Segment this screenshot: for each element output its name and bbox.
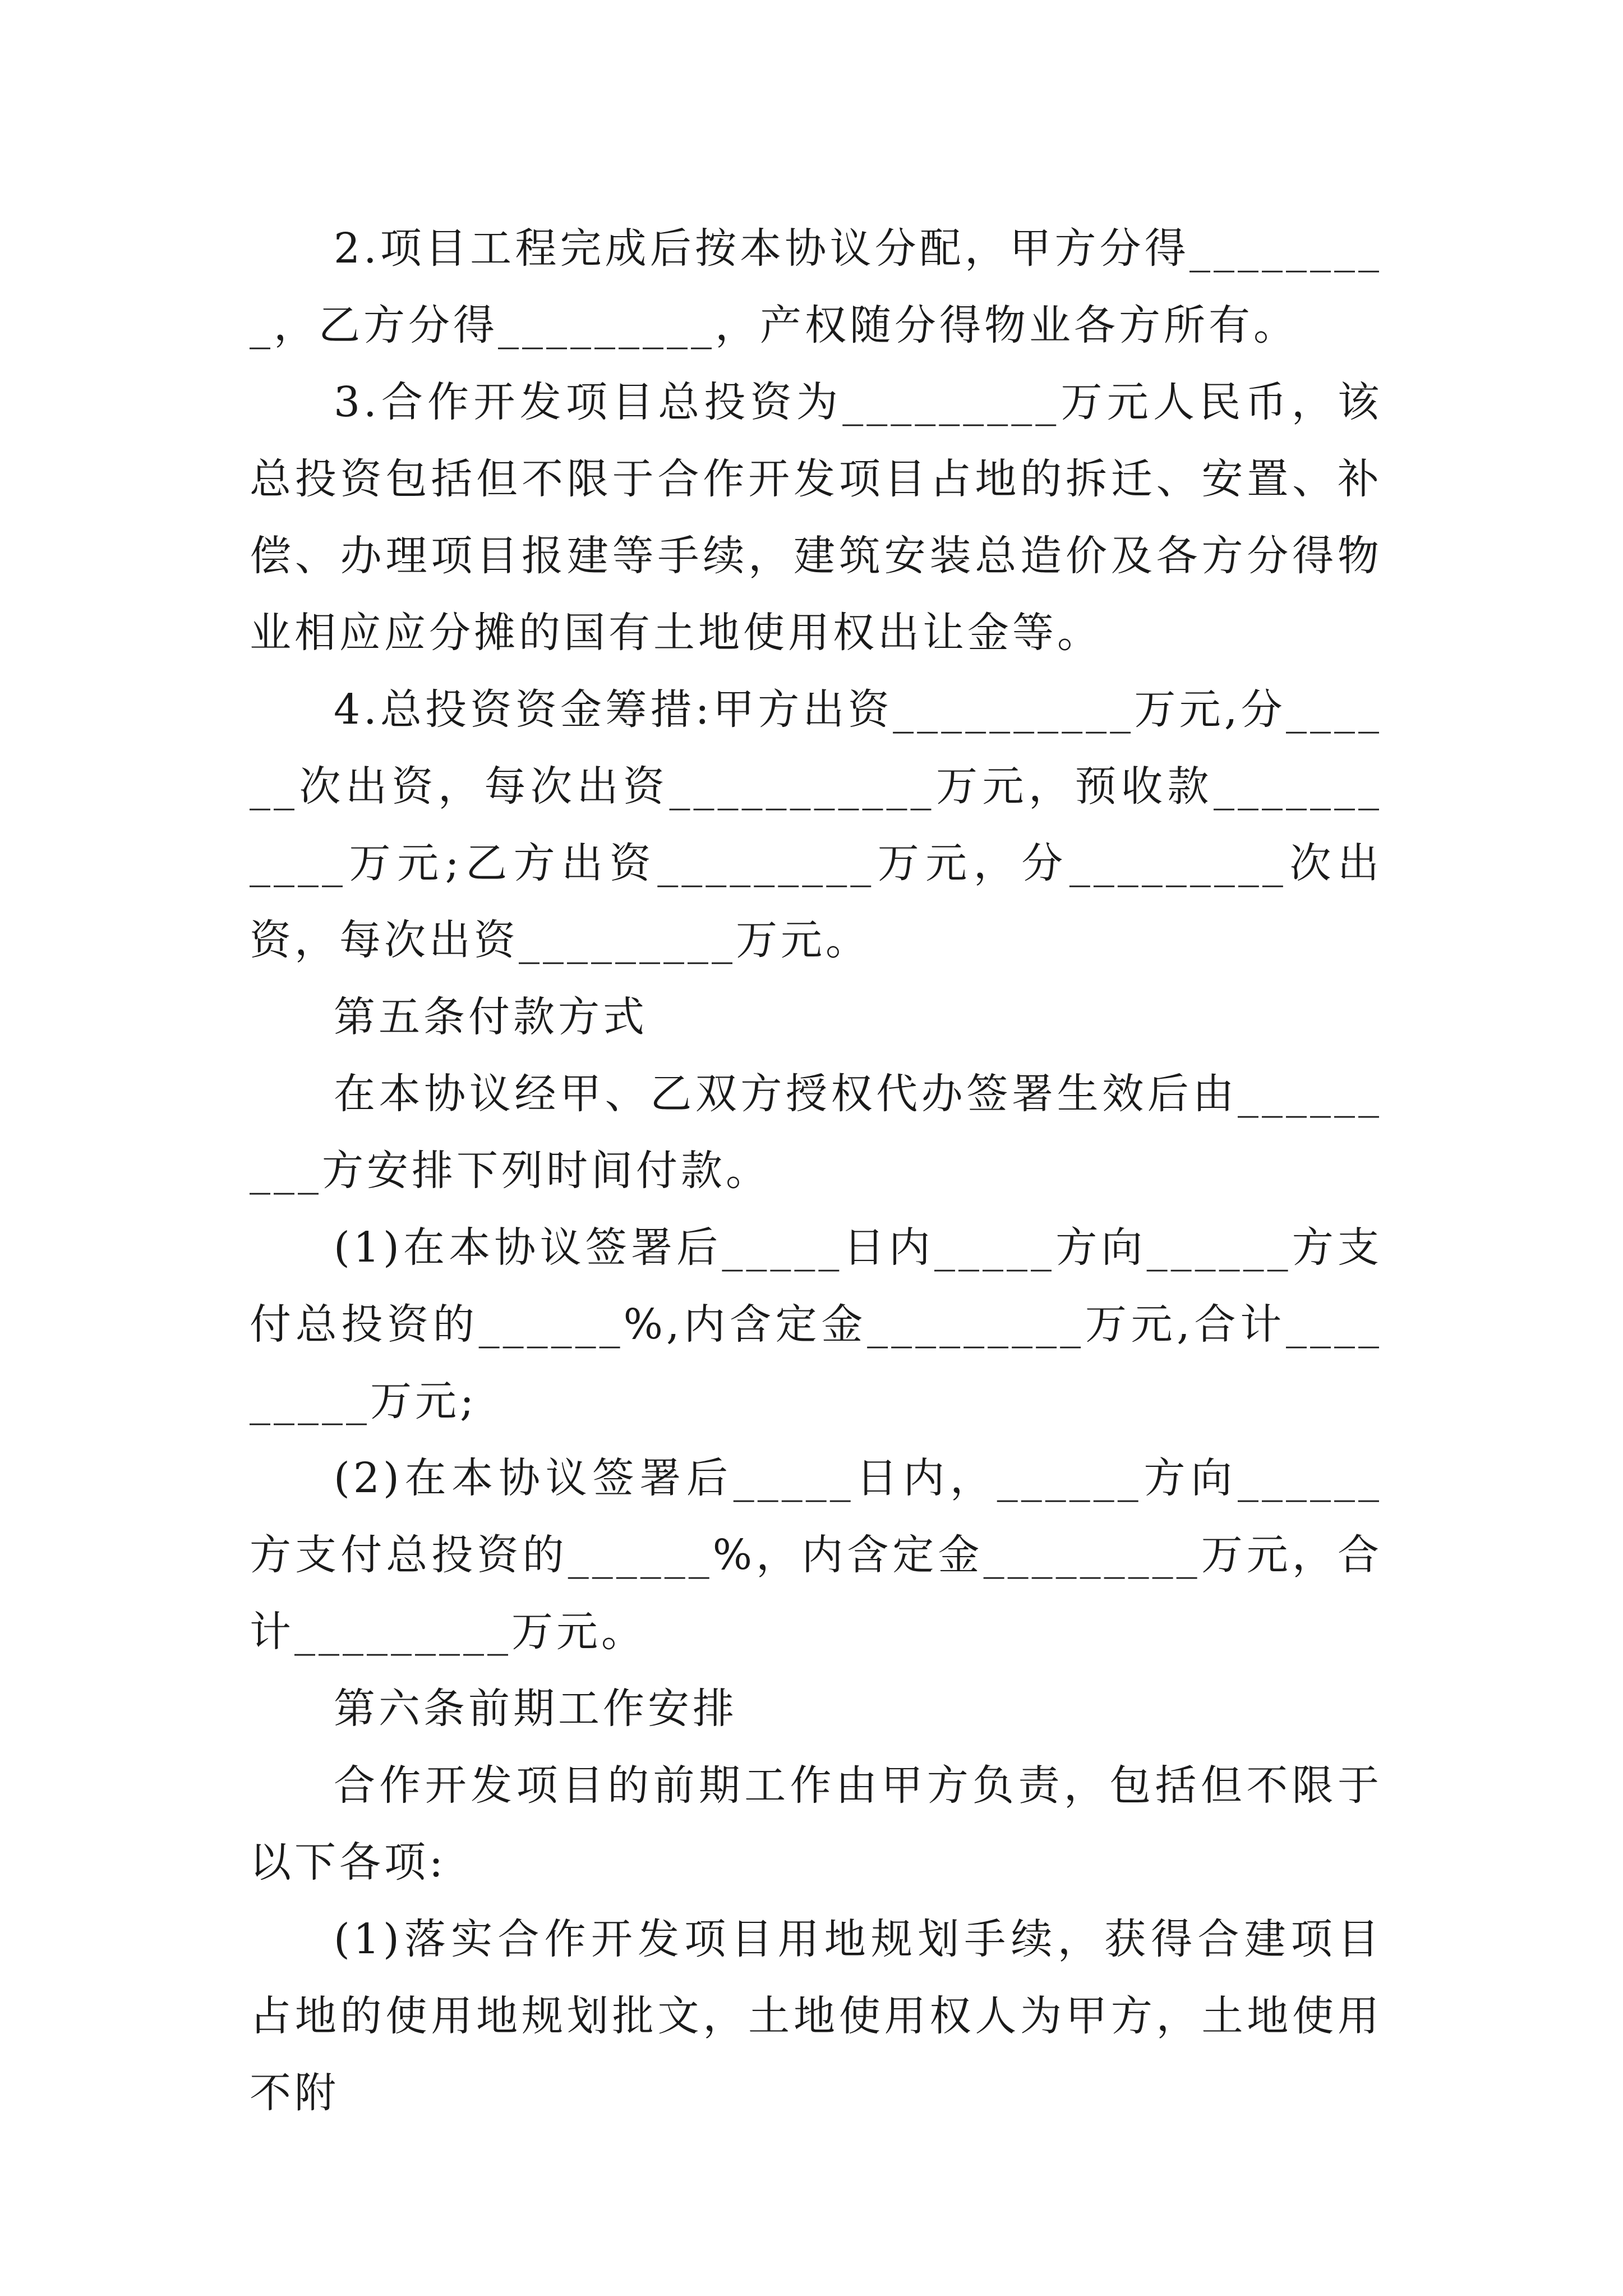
paragraph-payment-intro: 在本协议经甲、乙双方授权代办签署生效后由_________方安排下列时间付款。 [250, 1070, 1382, 1195]
heading-article-6: 第六条前期工作安排 [334, 1685, 737, 1733]
paragraph-preliminary-1: (1)落实合作开发项目用地规划手续，获得合建项目占地的使用地规划批文，土地使用权人为甲方，土地使用不附 [250, 1915, 1382, 2117]
paragraph-preliminary-intro: 合作开发项目的前期工作由甲方负责，包括但不限于以下各项: [250, 1761, 1382, 1887]
paragraph-distribution: 2.项目工程完成后按本协议分配，甲方分得_________，乙方分得_________，产权随分得物业各方所有。 [250, 224, 1382, 349]
paragraph-payment-2: (2)在本协议签署后_____日内，______方向______方支付总投资的______%，内含定金_________万元，合计_________万元。 [250, 1454, 1382, 1656]
paragraph-total-investment: 3.合作开发项目总投资为_________万元人民币，该总投资包括但不限于合作开发项目占地的拆迁、安置、补偿、办理项目报建等手续，建筑安装总造价及各方分得物业相应应分摊的国有土地使用权出让金等。 [250, 378, 1382, 657]
paragraph-fund-raising: 4.总投资资金筹措:甲方出资__________万元,分______次出资，每次出资___________万元，预收款___________万元;乙方出资_________万元，分_________次出资，每次出资_________万元。 [250, 685, 1382, 964]
paragraph-payment-1: (1)在本协议签署后_____日内_____方向______方支付总投资的______%,内含定金_________万元,合计_________万元; [250, 1223, 1382, 1425]
heading-article-5: 第五条付款方式 [334, 993, 648, 1041]
document-body [250, 210, 1382, 2132]
